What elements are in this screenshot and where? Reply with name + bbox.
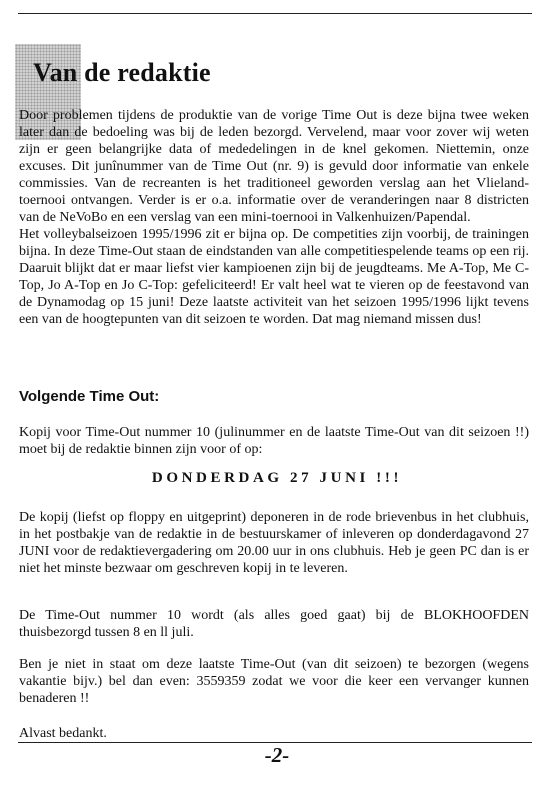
paragraph-intro: Door problemen tijdens de produktie van de vorige Time Out is deze bijna twee weken later dan de bedoeling was bij de leden bezorgd. Vervelend, maar voor zover wij weten zijn er geen belangrijke data of mededelingen in de knel gekomen. Niettemin, onze excuses. Dit junînummer van de Time Out (nr. 9) is gevuld door informatie van enkele commissies. Van de recreanten is het traditioneel geworden verslag aan het Vlieland-toernooi ontvangen. Verder is er o.a. informatie over de veranderingen naar 8 districten van de NeVoBo en een verslag van een mini-toernooi in Valkenhuizen/Papendal.: [19, 108, 529, 225]
page-number: -2-: [264, 743, 290, 767]
paragraph-season: Het volleybalseizoen 1995/1996 zit er bijna op. De competities zijn voorbij, de trainingen bijna. In deze Time-Out staan de eindstanden van alle competitiespelende teams op een rij. Daaruit blijkt dat er maar liefst vier kampioenen zijn bij de jeugdteams. Me A-Top, Me C-Top, Jo A-Top en Jo C-Top: gefeliciteerd! Er valt heel wat te vieren op de feestavond van de Dynamodag op 15 juni! Deze laatste activiteit van het seizoen 1995/1996 lijkt tevens een van de hoogtepunten van dit seizoen te worden. Dat mag niemand missen dus!: [19, 227, 529, 327]
section-heading: Volgende Time Out:: [19, 388, 160, 405]
page-title: Van de redaktie: [33, 58, 211, 87]
paragraph-substitute: Ben je niet in staat om deze laatste Time-Out (van dit seizoen) te bezorgen (wegens vakantie bijv.) bel dan even: 3559359 zodat we voor die keer een vervanger kunnen benaderen !!: [19, 657, 529, 706]
paragraph-copy-deadline: Kopij voor Time-Out nummer 10 (julinummer en de laatste Time-Out van dit seizoen !!) moet bij de redaktie binnen zijn voor of op:: [19, 425, 529, 457]
paragraph-thanks: Alvast bedankt.: [19, 726, 107, 741]
deadline-date: DONDERDAG 27 JUNI !!!: [151, 470, 403, 486]
paragraph-delivery: De Time-Out nummer 10 wordt (als alles goed gaat) bij de BLOKHOOFDEN thuisbezorgd tussen 8 en ll juli.: [19, 608, 529, 640]
top-rule: [18, 13, 532, 14]
paragraph-submission: De kopij (liefst op floppy en uitgeprint) deponeren in de rode brievenbus in het clubhuis, in het postbakje van de redaktie in de bestuurskamer of inleveren op donderdagavond 27 JUNI voor de redaktievergadering om 20.00 uur in ons clubhuis. Heb je geen PC dan is er niet het minste bezwaar om geschreven kopij in te leveren.: [19, 510, 529, 576]
